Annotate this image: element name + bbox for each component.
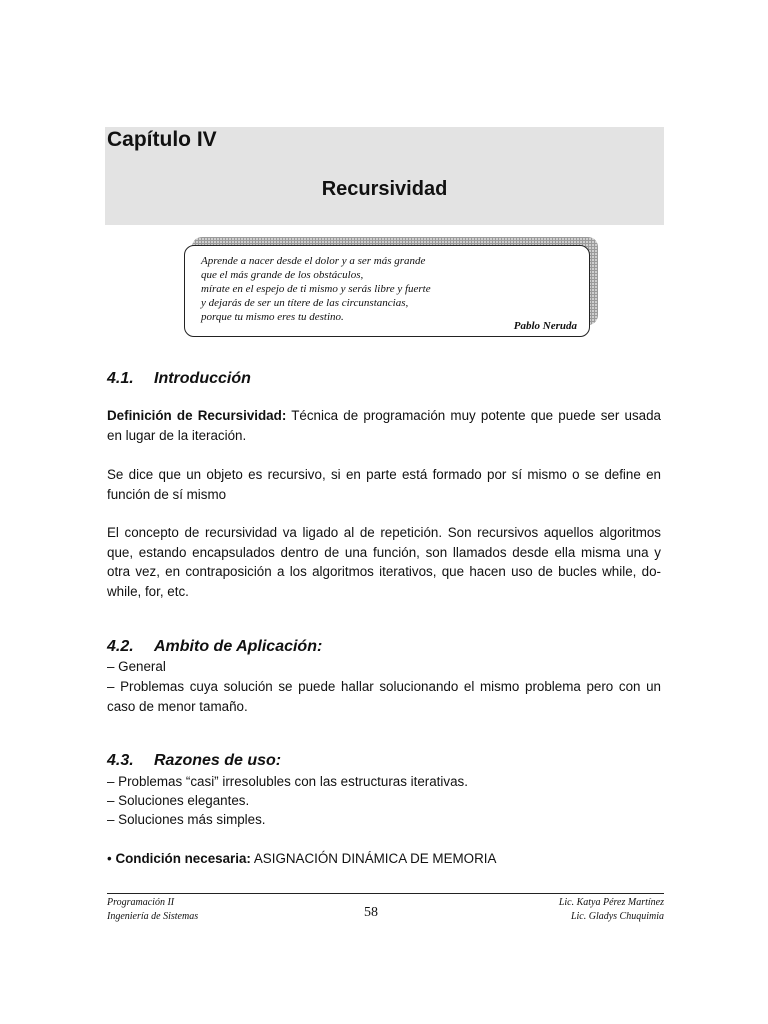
footer-author-2: Lic. Gladys Chuquimia: [570, 911, 664, 922]
list-item: – Soluciones más simples.: [107, 812, 266, 827]
section-heading-ambito: [107, 637, 322, 657]
necessary-condition: [107, 849, 496, 868]
section-number: 4.3.: [107, 752, 134, 769]
section-heading-introduccion: [107, 369, 251, 389]
intro-paragraph-3: El concepto de recursividad va ligado al de repetición. Son recursivos aquellos algoritmos que, estando encapsulados dentro de una función, son llamados desde ella misma una y otra vez, en contraposición a los algoritmos iterativos, que hacen uso de bucles while, do-while, for, etc.: [107, 525, 661, 599]
section-number: 4.1.: [107, 370, 134, 387]
definition-text: Técnica de programación muy potente que puede ser usada en lugar de la iteración.: [107, 408, 661, 443]
list-item: – Problemas “casi” irresolubles con las estructuras iterativas.: [107, 774, 468, 789]
chapter-title: Capítulo IV: [107, 128, 217, 151]
quote-line: y dejarás de ser un títere de las circunstancias,: [201, 297, 409, 309]
page-number: 58: [364, 905, 378, 920]
quote-line: mírate en el espejo de ti mismo y serás libre y fuerte: [201, 283, 431, 295]
intro-paragraph-2: Se dice que un objeto es recursivo, si en parte está formado por sí mismo o se define en función de sí mismo: [107, 467, 661, 502]
condition-text: ASIGNACIÓN DINÁMICA DE MEMORIA: [250, 851, 497, 866]
condition-label: Condición necesaria:: [115, 851, 251, 866]
footer-course: Programación II: [107, 897, 175, 908]
section-number: 4.2.: [107, 638, 134, 655]
quote-author: Pablo Neruda: [513, 320, 577, 332]
epigraph-quote: [184, 245, 590, 337]
bullet: •: [107, 851, 112, 866]
list-item: – Soluciones elegantes.: [107, 793, 250, 808]
quote-line: Aprende a nacer desde el dolor y a ser más grande: [201, 255, 426, 267]
section-title: Introducción: [154, 370, 251, 387]
definition-paragraph: [107, 406, 661, 445]
quote-line: que el más grande de los obstáculos,: [201, 269, 364, 281]
definition-label: Definición de Recursividad:: [107, 408, 287, 423]
quote-line: porque tu mismo eres tu destino.: [201, 311, 344, 323]
chapter-header: [105, 127, 664, 225]
list-item: – Problemas cuya solución se puede hallar solucionando el mismo problema pero con un caso de menor tamaño.: [107, 679, 661, 714]
chapter-subtitle: Recursividad: [321, 178, 448, 200]
section-title: Razones de uso:: [154, 752, 282, 769]
footer-department: Ingeniería de Sistemas: [107, 911, 199, 922]
section-heading-razones: [107, 751, 281, 771]
section-title: Ambito de Aplicación:: [154, 638, 323, 655]
list-item: – General: [107, 659, 166, 674]
footer-rule: [107, 893, 664, 894]
footer-author-1: Lic. Katya Pérez Martínez: [558, 897, 664, 908]
